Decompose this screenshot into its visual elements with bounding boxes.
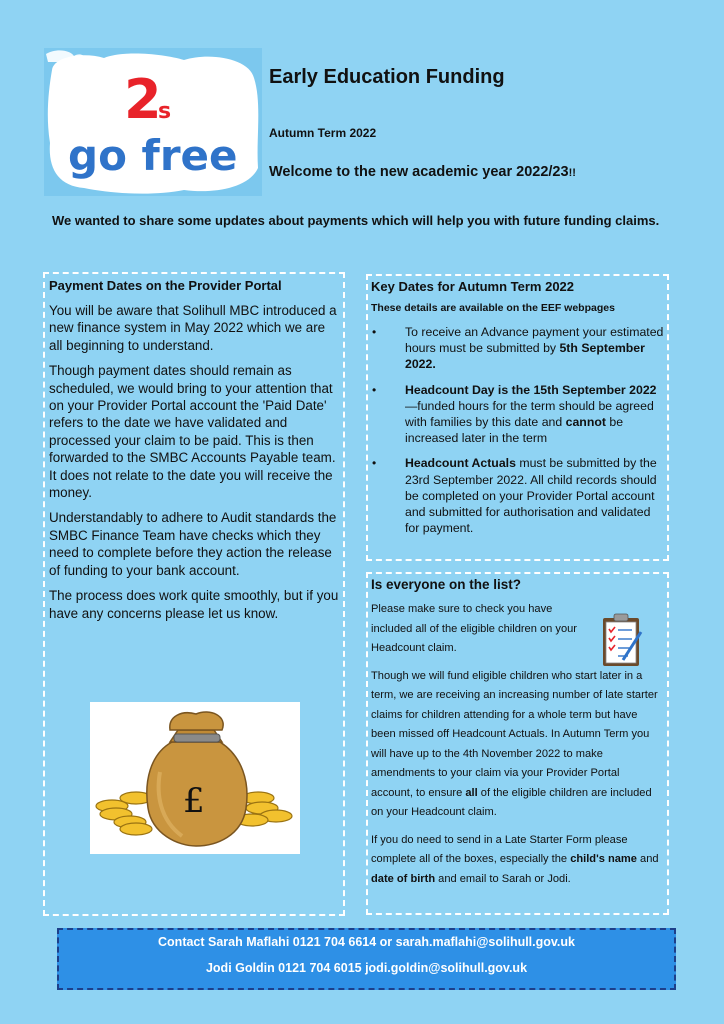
welcome-line (269, 164, 576, 180)
contact-line-jodi: Jodi Goldin 0121 704 6015 jodi.goldin@solihull.gov.uk (205, 961, 528, 975)
money-bag-image (90, 702, 300, 854)
payment-paragraph-1: You will be aware that Solihull MBC introduced a new finance system in May 2022 which we are all beginning to understand. (49, 303, 337, 353)
bullet-icon: • (372, 456, 377, 471)
payment-dates-heading: Payment Dates on the Provider Portal (49, 278, 282, 293)
payment-paragraph-2: Though payment dates should remain as scheduled, we would bring to your attention that on your Provider Portal account the 'Paid Date' refers to the date we have validated and processed your claim to be paid. This is then forwarded to the SMBC Accounts Payable team. It does not relate to the date you will receive the money. (49, 363, 336, 501)
intro-text: We wanted to share some updates about payments which will help you with future funding claims. (52, 213, 660, 228)
key-dates-content (371, 279, 664, 545)
bullet-icon: • (372, 382, 377, 397)
key-dates-heading: Key Dates for Autumn Term 2022 (371, 279, 575, 294)
key-dates-list (371, 324, 664, 536)
term-label: Autumn Term 2022 (269, 126, 377, 140)
list-item: • To receive an Advance payment your estimated hours must be submitted by 5th September 2022. (372, 325, 664, 372)
two-go-free-logo (44, 48, 262, 196)
payment-dates-content (49, 278, 341, 630)
contact-line-sarah: Contact Sarah Maflahi 0121 704 6614 or sarah.maflahi@solihull.gov.uk (158, 935, 575, 949)
pound-symbol: £ (183, 781, 205, 821)
checklist-icon (601, 612, 643, 668)
logo-go-free-text: go free (68, 131, 238, 180)
logo-number: 2 (124, 68, 162, 131)
logo-subscript: s (158, 99, 172, 124)
on-list-paragraph-1: Please make sure to check you have included all of the eligible children on your Headcount claim. (371, 603, 577, 654)
everyone-on-list-heading: Is everyone on the list? (371, 577, 522, 592)
welcome-text: Welcome to the new academic year 2022/23 (269, 164, 569, 180)
key-dates-subheading: These details are available on the EEF webpages (371, 302, 615, 314)
bullet-icon: • (372, 325, 377, 339)
welcome-exclamation: !! (568, 167, 576, 179)
payment-paragraph-3: Understandably to adhere to Audit standards the SMBC Finance Team have checks which they need to complete before they action the release of funding to your bank account. (49, 510, 337, 578)
list-item: • Headcount Day is the 15th September 2022—funded hours for the term should be agreed with families by this date and cannot be increased later in the term (372, 382, 657, 446)
on-list-paragraph-2: Though we will fund eligible children who start later in a term, we are receiving an increasing number of late starter claims for children attending for a whole term but have been missed off Headcount Actuals. In Autumn Term you will have up to the 4th November 2022 to make amendments to your claim via your Provider Portal account, to ensure all of the eligible children are included on your Headcount claim. (371, 669, 658, 818)
contact-footer (57, 928, 676, 990)
payment-paragraph-4: The process does work quite smoothly, but if you have any concerns please let us know. (49, 588, 339, 621)
page-title: Early Education Funding (269, 66, 505, 88)
on-list-paragraph-3: If you do need to send in a Late Starter Form please complete all of the boxes, especially the child's name and date of birth and email to Sarah or Jodi. (371, 833, 659, 885)
list-item: • Headcount Actuals must be submitted by the 23rd September 2022. All child records should be completed on your Provider Portal account and submitted for authorisation and validated for payment. (372, 456, 657, 536)
